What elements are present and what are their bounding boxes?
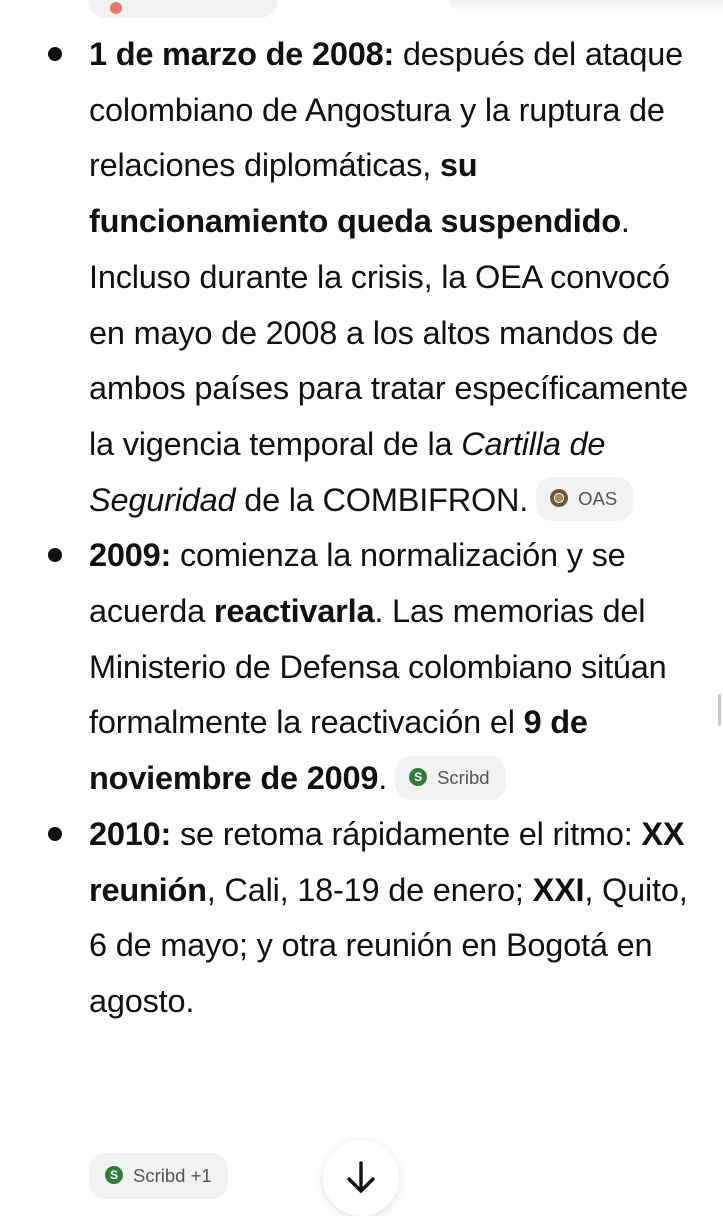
entry-text: . — [378, 760, 388, 797]
previous-source-chip[interactable] — [88, 0, 278, 18]
response-content — [0, 27, 723, 1030]
list-item — [0, 528, 723, 807]
entry-bold-text: XXI — [532, 871, 585, 908]
source-label: Scribd +1 — [133, 1165, 212, 1186]
source-icon — [110, 2, 122, 14]
source-label: OAS — [578, 488, 618, 510]
entry-text: después del ataque colombiano de Angostura y la ruptura de relaciones diplomáticas, — [89, 36, 684, 184]
entry-bold-text: XX reunión — [89, 815, 685, 908]
bullet-icon — [48, 548, 62, 562]
entry-italic-text: Cartilla de Seguridad — [89, 425, 606, 518]
scroll-down-button[interactable] — [323, 1140, 399, 1216]
bullet-icon — [48, 47, 62, 61]
scribd-icon: S — [409, 768, 427, 786]
entry-date: 2009: — [89, 537, 172, 574]
source-chip-oas[interactable] — [536, 477, 633, 521]
header-shadow — [450, 0, 723, 12]
entry-date: 1 de marzo de 2008: — [89, 36, 395, 72]
bullet-icon — [48, 827, 62, 841]
entry-text: comienza la normalización y se acuerda — [89, 537, 626, 630]
scrollbar[interactable] — [718, 694, 721, 726]
entry-bold-text: reactivarla — [213, 593, 375, 630]
entry-text: de la COMBIFRON. — [235, 481, 529, 518]
entry-text: . Las memorias del Ministerio de Defensa colombiano sitúan formalmente la reactivación el — [89, 593, 667, 741]
entry-bold-text: 9 de noviembre de 2009 — [89, 704, 588, 797]
entry-bold-text: su funcionamiento queda suspendido — [89, 147, 621, 240]
source-label: Scribd — [437, 766, 490, 788]
entry-text: , Quito, 6 de mayo; y otra reunión en Bogotá en agosto. — [89, 871, 688, 1019]
entry-text: . Incluso durante la crisis, la OEA convocó en mayo de 2008 a los altos mandos de ambos países para tratar específicamente la vigencia temporal de la — [89, 203, 688, 462]
source-chip-scribd-more[interactable] — [89, 1153, 228, 1199]
list-item — [0, 807, 723, 1030]
oas-icon — [550, 489, 568, 507]
source-chip-scribd[interactable] — [395, 756, 505, 800]
entry-text: , Cali, 18-19 de enero; — [206, 871, 533, 908]
timeline-list — [0, 27, 723, 1030]
entry-text: se retoma rápidamente el ritmo: — [171, 815, 642, 852]
list-item — [0, 27, 723, 528]
arrow-down-icon — [345, 1160, 377, 1196]
scribd-icon: S — [105, 1166, 123, 1184]
entry-date: 2010: — [89, 815, 172, 852]
